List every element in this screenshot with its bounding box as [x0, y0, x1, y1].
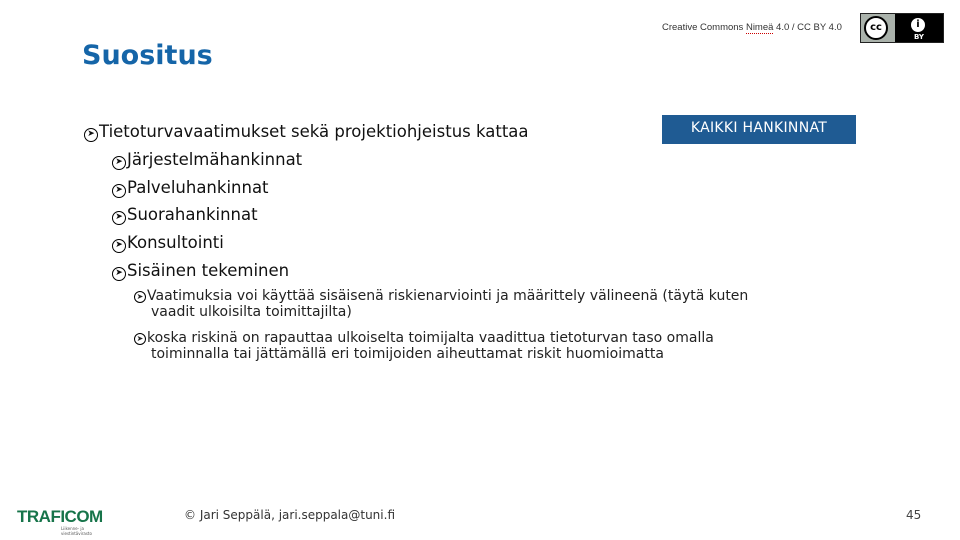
circled-arrow-icon: ➤: [84, 128, 98, 142]
logo-wordmark: TRAFICOM: [17, 507, 103, 526]
sub-bullet-text: Konsultointi: [127, 233, 224, 252]
license-link-word[interactable]: Nimeä: [745, 22, 774, 33]
detail-bullet-line: koska riskinä on rapauttaa ulkoiselta toimijalta vaadittua tietoturvan taso omalla: [147, 330, 714, 346]
logo-subtitle: Liikenne- ja viestintävirasto: [61, 526, 92, 536]
circled-arrow-icon: ➤: [112, 267, 126, 281]
sub-bullet-text: Suorahankinnat: [127, 205, 258, 224]
sub-bullet: [112, 233, 224, 253]
sub-bullet: [112, 150, 302, 170]
sub-bullet: [112, 261, 289, 281]
traficom-logo: [17, 508, 109, 536]
scope-tag: KAIKKI HANKINNAT: [662, 115, 856, 144]
cc-icon: cc: [864, 16, 888, 40]
slide-title: Suositus: [82, 40, 213, 71]
circled-arrow-icon: ➤: [112, 211, 126, 225]
detail-bullet-line: Vaatimuksia voi käyttää sisäisenä riskienarviointi ja määrittely välineenä (täytä kuten: [147, 288, 749, 304]
main-bullet: [84, 122, 529, 142]
detail-bullet-line: toiminnalla tai jättämällä eri toimijoiden aiheuttamat riskit huomioimatta: [151, 346, 664, 362]
attribution-person-icon: i: [909, 16, 927, 34]
circled-arrow-icon: ➤: [134, 291, 146, 303]
sub-bullet-text: Sisäinen tekeminen: [127, 261, 290, 280]
circled-arrow-icon: ➤: [112, 239, 126, 253]
main-bullet-text: Tietoturvavaatimukset sekä projektiohjeistus kattaa: [99, 122, 529, 141]
detail-bullet: [134, 330, 714, 362]
circled-arrow-icon: ➤: [112, 156, 126, 170]
footer-author: © Jari Seppälä, jari.seppala@tuni.fi: [184, 508, 395, 522]
detail-bullet: [134, 288, 748, 320]
cc-by-badge[interactable]: [860, 13, 944, 43]
page-number: 45: [906, 508, 922, 522]
license-text: [662, 22, 842, 33]
circled-arrow-icon: ➤: [134, 333, 146, 345]
sub-bullet-text: Palveluhankinnat: [127, 178, 269, 197]
by-label: BY: [913, 33, 925, 41]
sub-bullet: [112, 205, 258, 225]
sub-bullet-text: Järjestelmähankinnat: [127, 150, 303, 169]
license-text-end: 4.0 / CC BY 4.0: [773, 22, 842, 33]
detail-bullet-line: vaadit ulkoisilta toimittajilta): [151, 304, 352, 320]
circled-arrow-icon: ➤: [112, 184, 126, 198]
license-text-start: Creative Commons: [662, 22, 746, 33]
sub-bullet: [112, 178, 269, 198]
